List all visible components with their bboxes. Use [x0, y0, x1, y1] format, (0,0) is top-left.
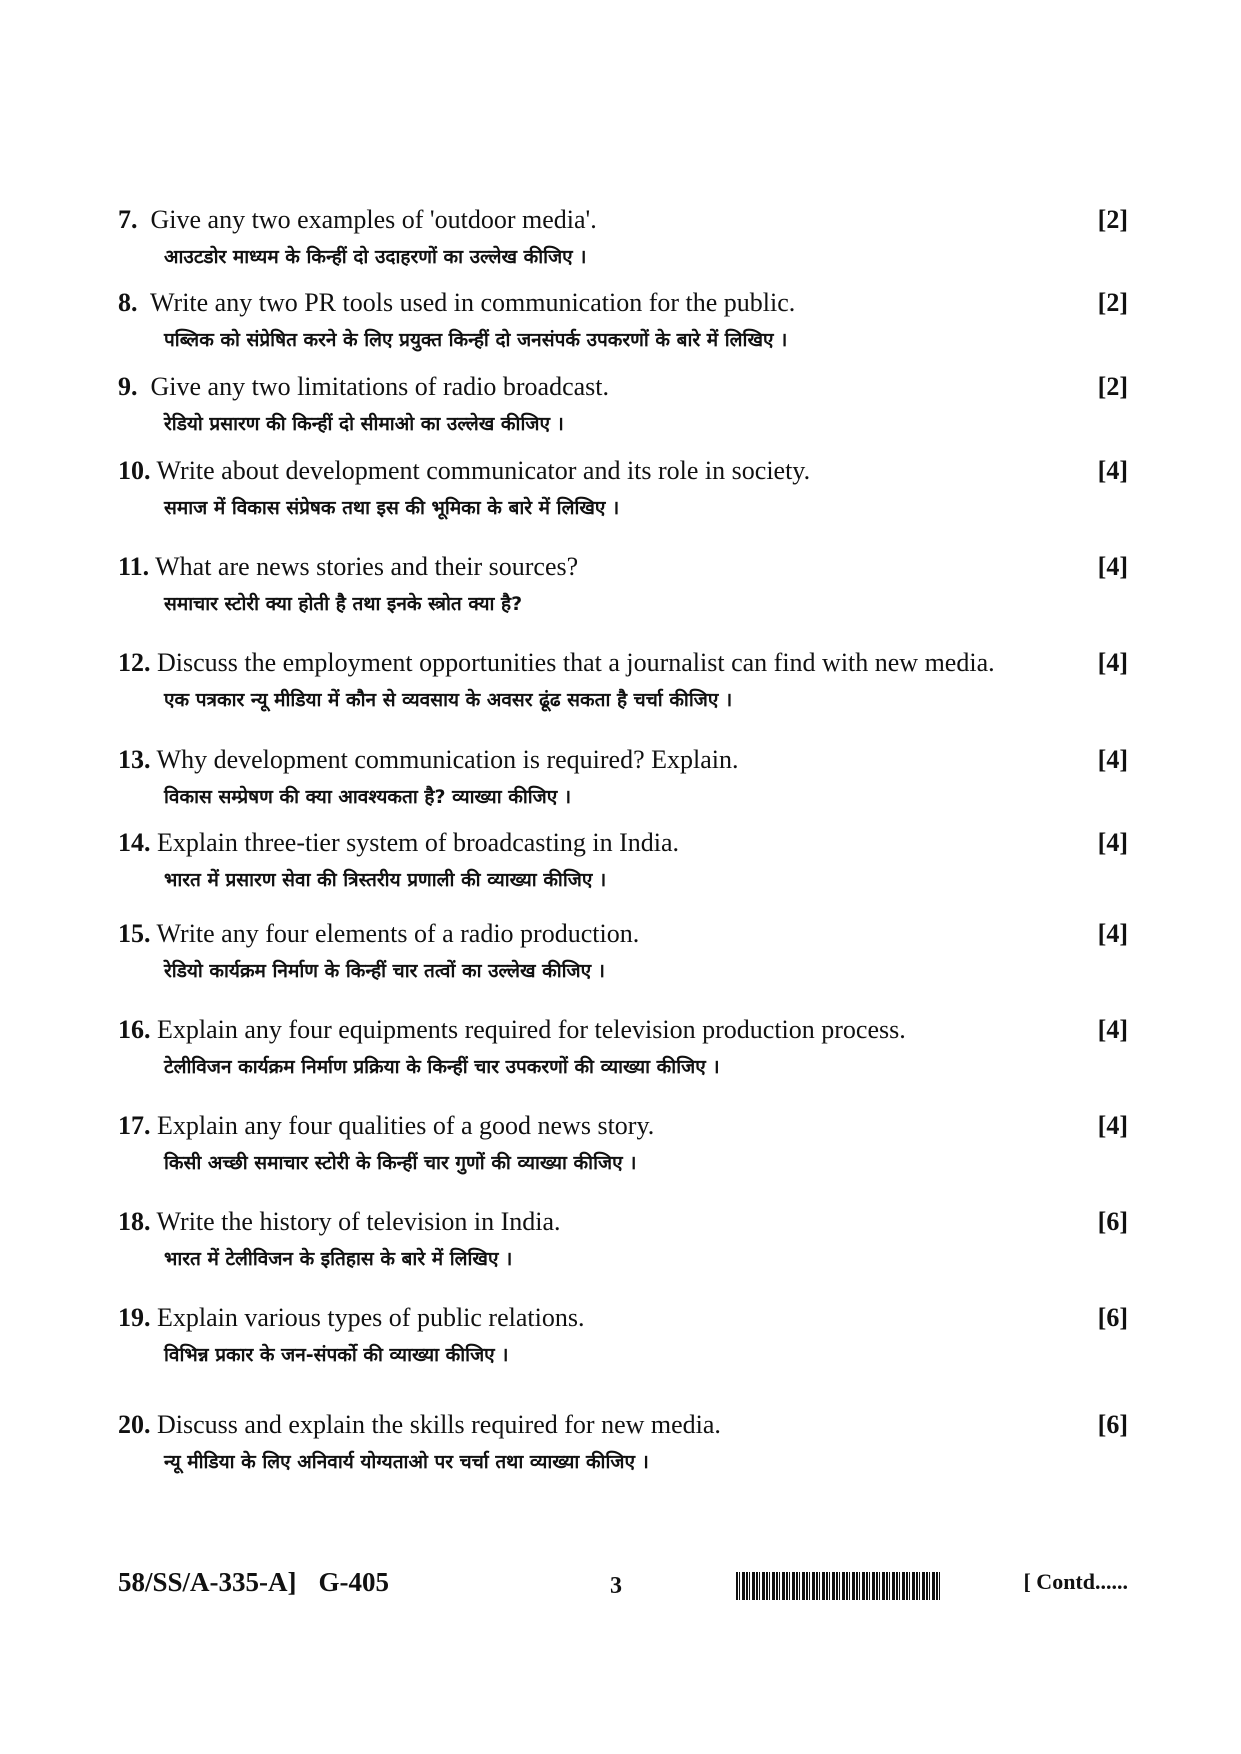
question-english	[118, 1408, 1128, 1442]
question-number: 7.	[118, 205, 138, 234]
question-19	[118, 1301, 1128, 1369]
question-text: What are news stories and their sources?	[155, 552, 579, 581]
question-number: 17.	[118, 1111, 151, 1140]
question-number: 14.	[118, 828, 151, 857]
question-english	[118, 826, 1128, 860]
question-marks: [6]	[1097, 1303, 1128, 1332]
question-11	[118, 550, 1128, 618]
question-number: 13.	[118, 745, 151, 774]
question-text: Discuss and explain the skills required for new media.	[157, 1410, 721, 1439]
question-hindi: भारत में टेलीविजन के इतिहास के बारे में लिखिए ।	[164, 1248, 513, 1270]
question-hindi: किसी अच्छी समाचार स्टोरी के किन्हीं चार गुणों की व्याख्या कीजिए ।	[164, 1152, 637, 1174]
question-hindi: समाचार स्टोरी क्या होती है तथा इनके स्त्रोत क्या है?	[164, 593, 523, 615]
question-text: Write any four elements of a radio production.	[156, 919, 640, 948]
question-marks: [2]	[1097, 288, 1128, 317]
question-number: 16.	[118, 1015, 151, 1044]
question-text: Write about development communicator and its role in society.	[156, 456, 811, 485]
question-15	[118, 917, 1128, 985]
question-14	[118, 826, 1128, 894]
question-english	[118, 743, 1128, 777]
question-english	[118, 1205, 1128, 1239]
question-text: Explain three-tier system of broadcasting in India.	[157, 828, 680, 857]
question-10	[118, 454, 1128, 522]
question-marks: [4]	[1097, 456, 1128, 485]
paper-code	[118, 1562, 389, 1602]
question-english	[118, 550, 1128, 584]
question-9	[118, 370, 1128, 438]
question-8	[118, 286, 1128, 354]
question-20	[118, 1408, 1128, 1476]
page-number: 3	[610, 1573, 622, 1599]
question-english	[118, 454, 1128, 488]
question-marks: [4]	[1097, 828, 1128, 857]
question-hindi: एक पत्रकार न्यू मीडिया में कौन से व्यवसाय के अवसर ढूंढ सकता है चर्चा कीजिए ।	[164, 689, 733, 711]
question-18	[118, 1205, 1128, 1273]
question-number: 19.	[118, 1303, 151, 1332]
question-hindi: समाज में विकास संप्रेषक तथा इस की भूमिका के बारे में लिखिए ।	[164, 497, 620, 519]
question-hindi: पब्लिक को संप्रेषित करने के लिए प्रयुक्त किन्हीं दो जनसंपर्क उपकरणों के बारे में लिखिए ।	[164, 329, 788, 351]
question-number: 12.	[118, 648, 151, 677]
question-marks: [2]	[1097, 205, 1128, 234]
question-english	[118, 646, 1128, 680]
question-text: Discuss the employment opportunities that a journalist can find with new media.	[157, 648, 995, 677]
question-number: 9.	[118, 372, 138, 401]
question-english	[118, 917, 1128, 951]
question-english	[118, 370, 1128, 404]
question-english	[118, 1109, 1128, 1143]
question-text: Write the history of television in India.	[156, 1207, 561, 1236]
question-text: Give any two limitations of radio broadcast.	[150, 372, 610, 401]
question-17	[118, 1109, 1128, 1177]
question-marks: [4]	[1097, 1015, 1128, 1044]
question-marks: [6]	[1097, 1207, 1128, 1236]
question-13	[118, 743, 1128, 811]
question-marks: [4]	[1097, 552, 1128, 581]
question-english	[118, 1301, 1128, 1335]
question-marks: [6]	[1097, 1410, 1128, 1439]
question-text: Give any two examples of 'outdoor media'.	[150, 205, 597, 234]
question-english	[118, 203, 1128, 237]
paper-number: G-405	[318, 1567, 390, 1597]
series-code: 58/SS/A-335-A]	[118, 1567, 297, 1597]
question-marks: [4]	[1097, 648, 1128, 677]
question-marks: [4]	[1097, 919, 1128, 948]
question-marks: [2]	[1097, 372, 1128, 401]
question-16	[118, 1013, 1128, 1081]
question-hindi: रेडियो कार्यक्रम निर्माण के किन्हीं चार तत्वों का उल्लेख कीजिए ।	[164, 960, 605, 982]
question-english	[118, 286, 1128, 320]
question-hindi: भारत में प्रसारण सेवा की त्रिस्तरीय प्रणाली की व्याख्या कीजिए ।	[164, 869, 607, 891]
question-number: 8.	[118, 288, 138, 317]
question-text: Why development communication is required? Explain.	[156, 745, 739, 774]
question-number: 15.	[118, 919, 151, 948]
question-number: 11.	[118, 552, 150, 581]
page-footer	[0, 1562, 1241, 1602]
question-hindi: न्यू मीडिया के लिए अनिवार्य योग्यताओ पर चर्चा तथा व्याख्या कीजिए ।	[164, 1451, 649, 1473]
question-number: 10.	[118, 456, 151, 485]
question-text: Explain any four equipments required for television production process.	[157, 1015, 906, 1044]
question-text: Explain any four qualities of a good news story.	[157, 1111, 655, 1140]
question-12	[118, 646, 1128, 714]
question-hindi: रेडियो प्रसारण की किन्हीं दो सीमाओ का उल्लेख कीजिए ।	[164, 413, 564, 435]
question-hindi: विभिन्न प्रकार के जन-संपर्को की व्याख्या कीजिए ।	[164, 1344, 509, 1366]
question-hindi: टेलीविजन कार्यक्रम निर्माण प्रक्रिया के किन्हीं चार उपकरणों की व्याख्या कीजिए ।	[164, 1056, 720, 1078]
question-english	[118, 1013, 1128, 1047]
question-marks: [4]	[1097, 1111, 1128, 1140]
barcode-icon	[736, 1572, 942, 1600]
question-marks: [4]	[1097, 745, 1128, 774]
continued-label: [ Contd......	[1023, 1569, 1128, 1594]
question-hindi: आउटडोर माध्यम के किन्हीं दो उदाहरणों का उल्लेख कीजिए ।	[164, 246, 587, 268]
question-number: 18.	[118, 1207, 151, 1236]
question-7	[118, 203, 1128, 271]
question-number: 20.	[118, 1410, 151, 1439]
question-hindi: विकास सम्प्रेषण की क्या आवश्यकता है? व्याख्या कीजिए ।	[164, 786, 572, 808]
question-text: Write any two PR tools used in communication for the public.	[150, 288, 796, 317]
question-text: Explain various types of public relations.	[157, 1303, 585, 1332]
